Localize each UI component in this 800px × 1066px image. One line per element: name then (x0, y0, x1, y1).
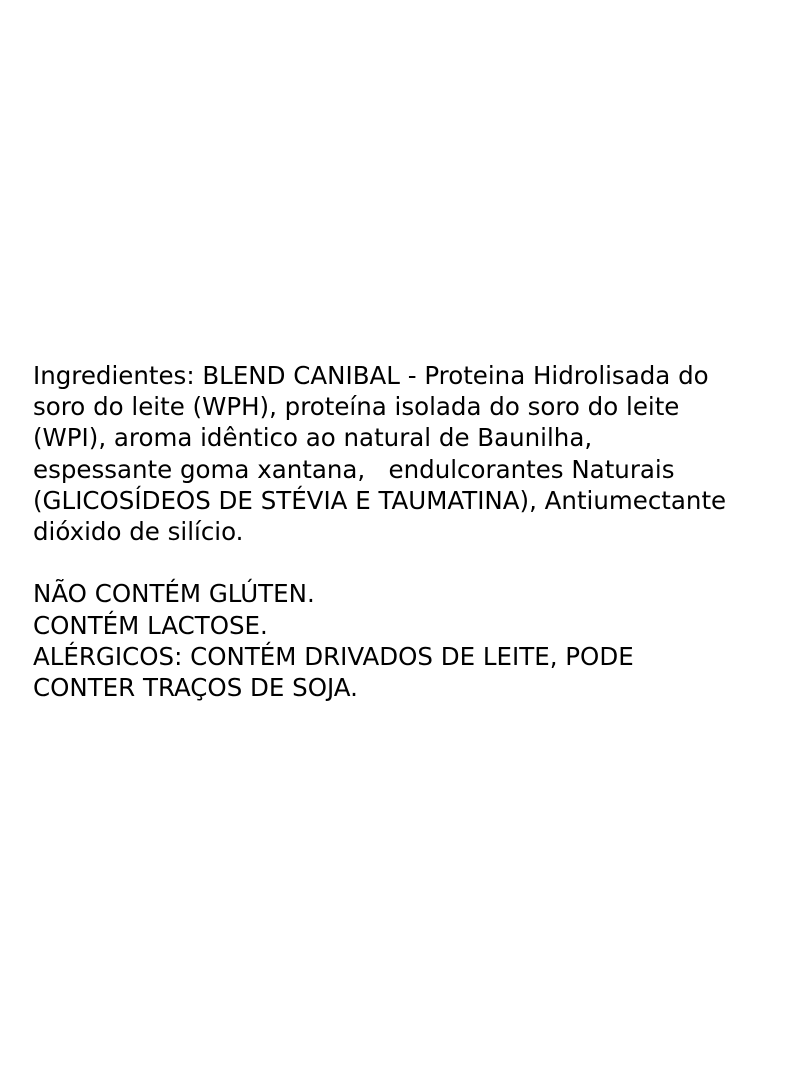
allergen-warnings (33, 578, 783, 703)
ingredients-line: (GLICOSÍDEOS DE STÉVIA E TAUMATINA), Antiumectante (33, 485, 727, 515)
lactose-warning: CONTÉM LACTOSE. (33, 610, 268, 640)
product-label-text (33, 360, 783, 703)
ingredients-line: (WPI), aroma idêntico ao natural de Baunilha, (33, 423, 593, 453)
gluten-warning: NÃO CONTÉM GLÚTEN. (33, 579, 315, 609)
ingredients-line: dióxido de silício. (33, 517, 244, 547)
allergens-warning-line: CONTER TRAÇOS DE SOJA. (33, 673, 358, 703)
ingredients-line: Ingredientes: BLEND CANIBAL - Proteina Hidrolisada do (33, 361, 709, 390)
paragraph-spacer (33, 547, 783, 578)
ingredients-line: soro do leite (WPH), proteína isolada do soro do leite (33, 392, 680, 422)
ingredients-paragraph (33, 360, 783, 547)
ingredients-line: espessante goma xantana, endulcorantes Naturais (33, 454, 675, 484)
allergens-warning-line: ALÉRGICOS: CONTÉM DRIVADOS DE LEITE, PODE (33, 641, 634, 671)
